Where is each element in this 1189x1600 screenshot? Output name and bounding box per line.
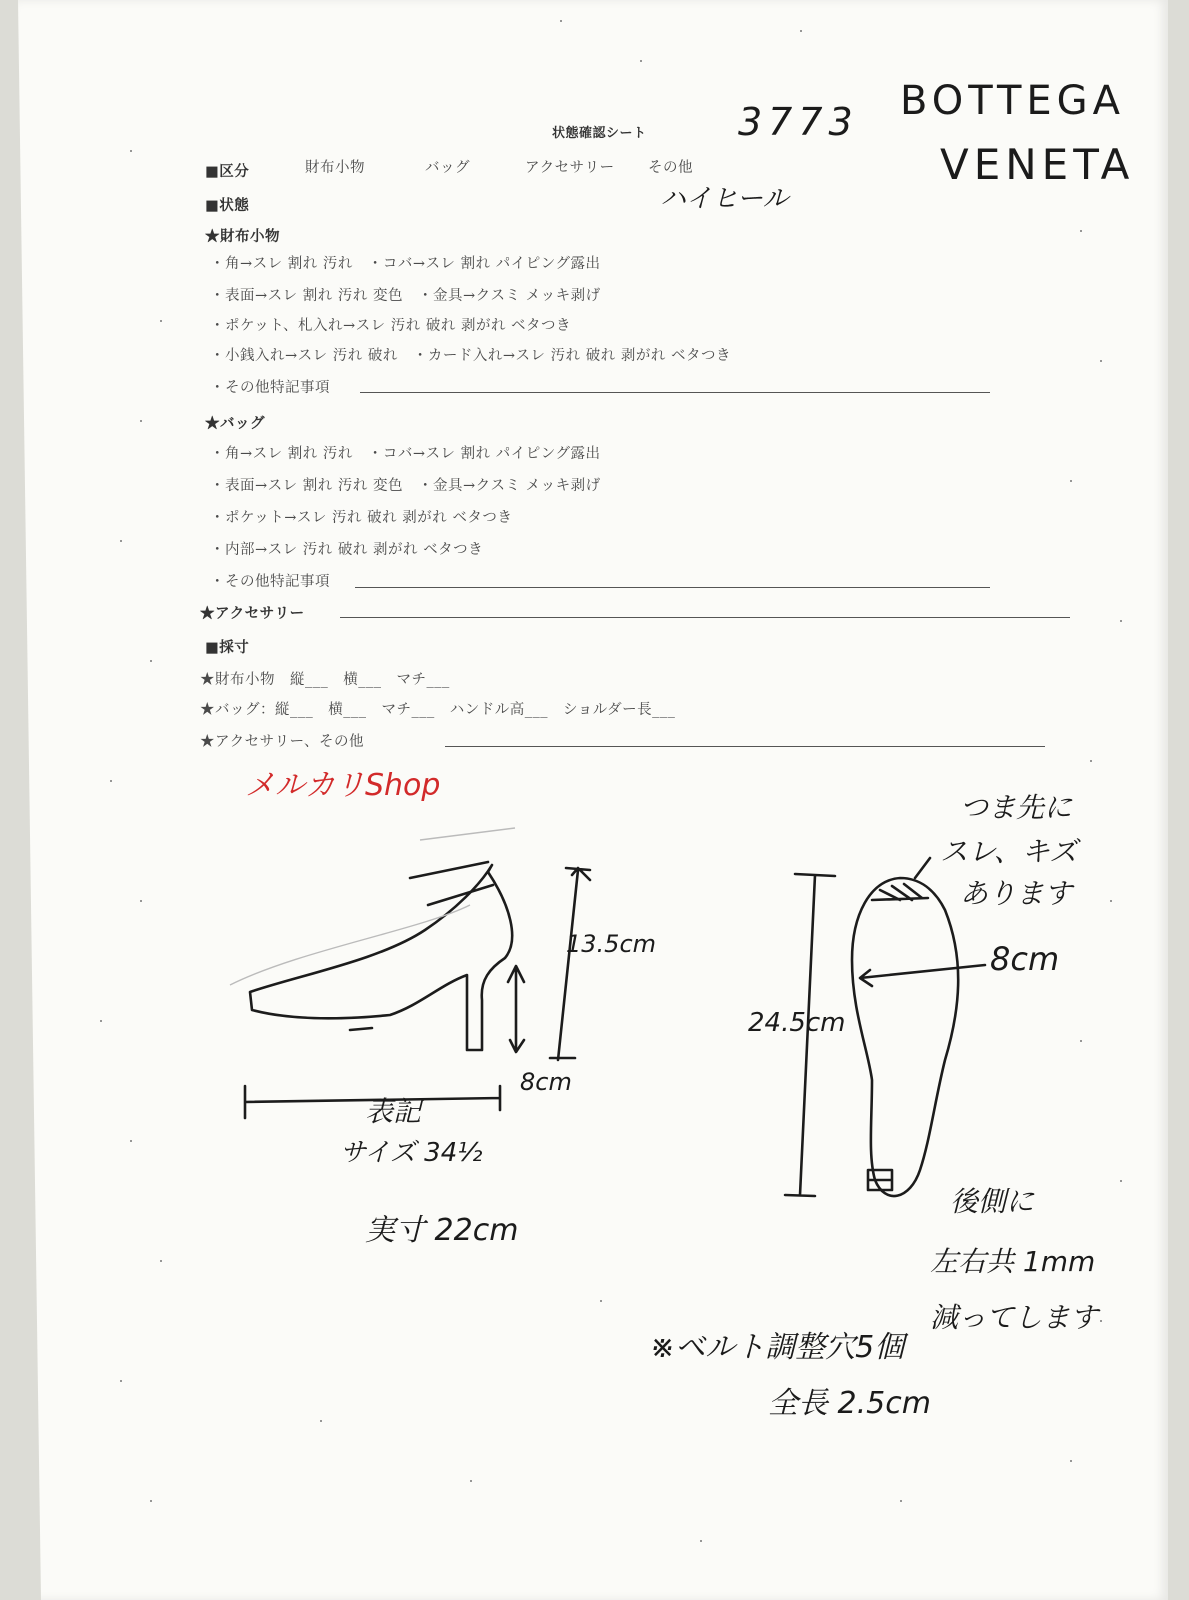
wallet-line: ・表面→スレ 割れ 汚れ 変色 ・金具→クスミ メッキ剥げ [210,288,601,304]
sheet-title: 状態確認シート [552,126,647,141]
width-label: 8cm [990,940,1060,978]
category-option-selected: その他 [648,160,693,176]
length-label: 24.5cm [748,1008,846,1038]
belt-note-2: 全長 2.5cm [768,1386,931,1421]
wallet-line: ・ポケット、札入れ→スレ 汚れ 破れ 剥がれ ベタつき [210,318,572,334]
wallet-notes-line [360,392,990,393]
category-option: バッグ [425,160,470,176]
heel-note-1: 後側に [950,1185,1035,1218]
bag-line: ・角→スレ 割れ 汚れ ・コバ→スレ 割れ パイピング露出 [210,446,601,462]
wallet-line: ・角→スレ 割れ 汚れ ・コバ→スレ 割れ パイピング露出 [210,256,601,272]
accessory-line [340,617,1070,618]
wallet-line: ・小銭入れ→スレ 汚れ 破れ ・カード入れ→スレ 汚れ 破れ 剥がれ ベタつき [210,348,731,364]
brand-line-1: BOTTEGA [900,78,1126,124]
actual-size-label: 実寸 22cm [365,1213,519,1248]
size-label: ■採寸 [205,639,250,656]
brand-line-2: VENETA [940,140,1135,189]
heel-note-3: 減ってします [930,1301,1099,1334]
toe-note-2: スレ、キズ [940,835,1078,868]
wallet-heading: ★財布小物 [205,228,280,245]
size-label-2: サイズ 34½ [340,1138,483,1168]
handwritten-id: 3773 [738,100,859,144]
category-option: 財布小物 [305,160,365,176]
category-option: アクセサリー [525,160,615,176]
height-label: 13.5cm [566,930,657,958]
bag-line: ・その他特記事項 [210,574,330,590]
size-wallet: ★財布小物 縦___ 横___ マチ___ [200,672,450,688]
bag-line: ・ポケット→スレ 汚れ 破れ 剥がれ ベタつき [210,510,513,526]
wallet-line: ・その他特記事項 [210,380,330,396]
size-accessory: ★アクセサリー、その他 [200,734,364,750]
heel-note-2: 左右共 1mm [930,1245,1096,1278]
category-label: ■区分 [205,163,250,180]
accessory-heading: ★アクセサリー [200,605,305,622]
size-accessory-line [445,746,1045,747]
toe-note-1: つま先に [960,791,1073,824]
condition-label: ■状態 [205,197,250,214]
heel-label: 8cm [520,1068,572,1096]
size-bag: ★バッグ：縦___ 横___ マチ___ ハンドル高___ ショルダー長___ [200,702,676,718]
size-label-1: 表記 [365,1095,422,1128]
bag-notes-line [355,587,990,588]
toe-note-3: あります [960,877,1073,910]
bag-heading: ★バッグ [205,415,265,432]
bag-line: ・表面→スレ 割れ 汚れ 変色 ・金具→クスミ メッキ剥げ [210,478,601,494]
shop-stamp: メルカリShop [245,768,441,803]
belt-note-1: ※ベルト調整穴5個 [650,1330,905,1365]
bag-line: ・内部→スレ 汚れ 破れ 剥がれ ベタつき [210,542,484,558]
handwritten-type: ハイヒール [660,184,789,214]
